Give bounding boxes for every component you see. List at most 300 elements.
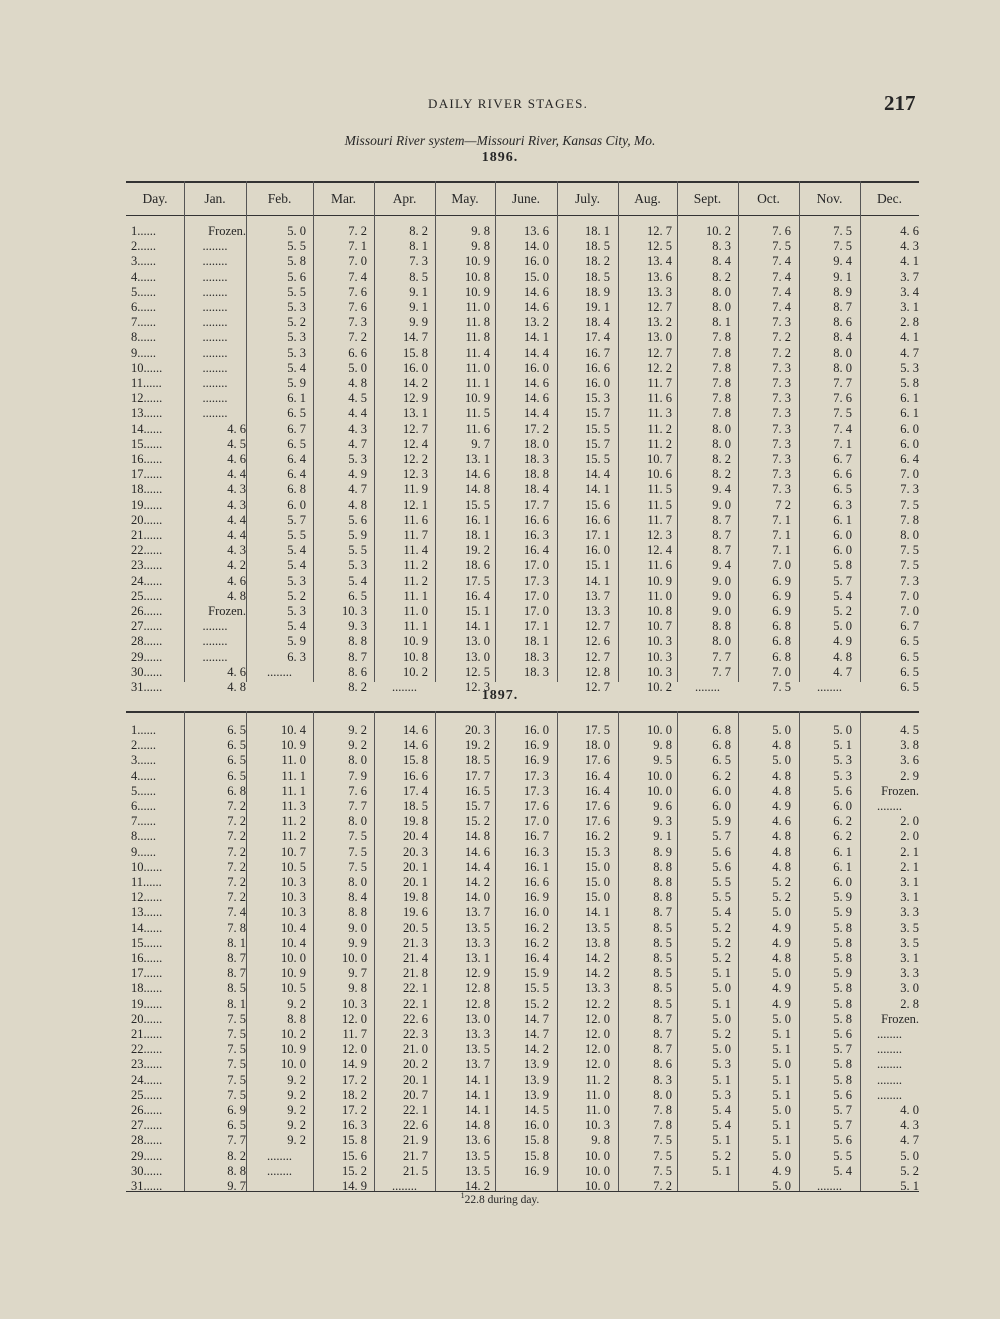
stage-cell: 5. 8	[833, 935, 852, 950]
stage-cell: 12. 0	[585, 1027, 610, 1041]
stage-cell: 7. 1	[348, 239, 367, 254]
stage-cell: 16. 6	[585, 512, 610, 527]
stage-cell: 15. 2	[342, 1163, 367, 1178]
stage-cell: 6. 2	[833, 814, 852, 829]
stage-cell: 8. 4	[833, 330, 852, 345]
stage-cell: 8. 0	[348, 814, 367, 829]
stage-cell: 10. 7	[647, 452, 672, 466]
table-row	[0, 1027, 1000, 1042]
stage-cell: 2. 8	[900, 996, 919, 1011]
stage-cell: 21. 7	[403, 1148, 428, 1163]
column-header: Jan.	[204, 191, 226, 206]
table-row	[0, 285, 1000, 300]
stage-cell: 8. 7	[653, 1027, 672, 1041]
stage-cell: 3. 4	[900, 284, 919, 299]
stage-cell: 12. 4	[647, 543, 672, 558]
stage-cell: 9. 2	[287, 996, 306, 1011]
stage-cell: 17. 3	[524, 573, 549, 588]
stage-cell: 16. 0	[585, 543, 610, 558]
day-cell: 24......	[131, 1072, 163, 1087]
table-row	[0, 951, 1000, 966]
column-divider	[799, 215, 800, 682]
stage-cell: 11. 5	[465, 406, 490, 421]
stage-cell: 16. 2	[524, 935, 549, 950]
stage-cell: 7. 8	[712, 360, 731, 375]
stage-cell: 18. 4	[524, 482, 549, 497]
stage-cell: 7. 3	[772, 467, 791, 482]
stage-cell: 16. 5	[465, 783, 490, 798]
stage-cell: 16. 4	[465, 588, 490, 603]
stage-cell: 7. 5	[772, 680, 791, 694]
stage-cell: 18. 5	[585, 269, 610, 284]
stage-cell: 12. 9	[403, 391, 428, 406]
stage-cell: ........	[202, 619, 228, 634]
stage-cell: 4. 3	[900, 239, 919, 254]
stage-cell: 10. 8	[647, 604, 672, 618]
stage-cell: 7. 5	[833, 239, 852, 254]
stage-cell: 4. 6	[227, 452, 246, 466]
stage-cell: 8. 7	[653, 1042, 672, 1057]
stage-cell: ........	[877, 799, 902, 813]
table-row	[0, 1164, 1000, 1179]
table-row	[0, 769, 1000, 784]
stage-cell: 2. 8	[900, 315, 919, 330]
stage-cell: 10. 9	[465, 254, 490, 269]
stage-cell: 5. 2	[712, 1027, 731, 1041]
stage-cell: 5. 2	[712, 1148, 731, 1163]
stage-cell: 11. 2	[585, 1072, 610, 1087]
stage-cell: 16. 6	[524, 875, 549, 889]
stage-cell: ........	[392, 680, 417, 694]
stage-cell: 18. 8	[524, 467, 549, 482]
table-row	[0, 665, 1000, 680]
stage-cell: 9. 5	[653, 753, 672, 768]
day-cell: 9......	[131, 345, 156, 360]
table-row	[0, 845, 1000, 860]
stage-cell: 5. 7	[833, 1118, 852, 1133]
stage-cell: 11. 0	[465, 360, 490, 375]
stage-cell: 11. 1	[281, 768, 306, 783]
stage-cell: 9. 3	[348, 619, 367, 634]
stage-cell: 14. 1	[465, 1087, 490, 1102]
stage-cell: 6. 8	[227, 783, 246, 798]
stage-cell: 9. 2	[287, 1133, 306, 1148]
stage-cell: 16. 3	[524, 528, 549, 542]
stage-cell: 15. 8	[524, 1133, 549, 1148]
stage-cell: 12. 0	[585, 1057, 610, 1072]
stage-cell: 5. 2	[287, 588, 306, 603]
stage-cell: 5. 5	[833, 1148, 852, 1163]
stage-cell: 14. 7	[524, 1027, 549, 1041]
stage-cell: 21. 8	[403, 966, 428, 981]
stage-cell: 7. 5	[227, 1027, 246, 1041]
stage-cell: 7. 5	[227, 1072, 246, 1087]
stage-cell: 7. 8	[900, 512, 919, 527]
stage-cell: 11. 6	[465, 421, 490, 436]
stage-cell: 8. 3	[653, 1072, 672, 1087]
stage-cell: 10. 2	[281, 1027, 306, 1041]
stage-cell: 9. 9	[348, 935, 367, 950]
stage-cell: 11. 5	[647, 497, 672, 512]
stage-cell: 7. 5	[227, 1057, 246, 1072]
stage-cell: 16. 9	[524, 890, 549, 905]
stage-cell: 11. 8	[465, 315, 490, 330]
day-cell: 4......	[131, 768, 156, 783]
stage-cell: 10. 4	[281, 723, 306, 737]
column-divider	[618, 215, 619, 682]
stage-cell: 15. 1	[465, 604, 490, 618]
stage-cell: 18. 0	[524, 436, 549, 451]
stage-cell: 14. 2	[465, 875, 490, 889]
stage-cell: 22. 3	[403, 1027, 428, 1041]
stage-cell: 12. 2	[585, 996, 610, 1011]
stage-cell: 10. 3	[647, 634, 672, 649]
stage-cell: 8. 2	[712, 467, 731, 482]
stage-cell: 5. 2	[833, 604, 852, 618]
stage-cell: 7. 2	[227, 799, 246, 813]
day-cell: 2......	[131, 239, 156, 254]
column-header: Aug.	[634, 191, 661, 206]
stage-cell: 6. 0	[833, 528, 852, 542]
table-row	[0, 376, 1000, 391]
stage-cell: 15. 7	[585, 436, 610, 451]
stage-cell: 11. 2	[281, 814, 306, 829]
stage-cell: 7. 5	[227, 1087, 246, 1102]
stage-cell: 16. 0	[524, 360, 549, 375]
stage-cell: 6. 2	[712, 768, 731, 783]
day-cell: 17......	[131, 467, 163, 482]
stage-cell: 18. 1	[585, 224, 610, 238]
stage-cell: 4. 8	[772, 829, 791, 844]
footnote	[0, 1191, 1000, 1206]
stage-cell: 18. 3	[524, 452, 549, 466]
stage-cell: 11. 1	[403, 588, 428, 603]
stage-cell: 16. 0	[524, 905, 549, 920]
stage-cell: 5. 0	[900, 1148, 919, 1163]
stage-cell: 10. 9	[281, 738, 306, 753]
day-cell: 4......	[131, 269, 156, 284]
stage-cell: 17. 1	[585, 528, 610, 542]
stage-cell: 5. 1	[833, 738, 852, 753]
stage-cell: 6. 5	[287, 436, 306, 451]
column-header: Day.	[142, 191, 168, 206]
stage-cell: 7. 5	[227, 1042, 246, 1057]
stage-cell: 13. 9	[524, 1087, 549, 1102]
stage-cell: 10. 3	[342, 604, 367, 618]
stage-cell: 5. 1	[712, 966, 731, 981]
stage-cell: 5. 9	[833, 966, 852, 981]
stage-cell: 9. 9	[409, 315, 428, 330]
stage-cell: 8. 0	[712, 284, 731, 299]
stage-cell: 5. 9	[833, 890, 852, 905]
stage-cell: 13. 1	[465, 951, 490, 965]
day-cell: 10......	[131, 859, 163, 874]
stage-cell: 7. 0	[900, 467, 919, 482]
stage-cell: 15. 5	[465, 497, 490, 512]
stage-cell: 16. 1	[524, 859, 549, 874]
stage-cell: 12. 0	[342, 1011, 367, 1026]
stage-cell: 8. 5	[653, 920, 672, 935]
day-cell: 20......	[131, 1011, 163, 1026]
stage-cell: 6. 5	[227, 738, 246, 753]
stage-cell: 7. 4	[227, 905, 246, 920]
stage-cell: 10. 4	[281, 920, 306, 935]
stage-cell: 5. 1	[712, 1163, 731, 1178]
table-row	[0, 1088, 1000, 1103]
column-divider	[799, 181, 800, 215]
stage-cell: 7. 6	[772, 224, 791, 238]
stage-cell: 5. 3	[712, 1057, 731, 1072]
stage-cell: 6. 9	[772, 588, 791, 603]
stage-cell: 8. 8	[653, 890, 672, 905]
table-rule	[126, 215, 919, 216]
stage-cell: 22. 6	[403, 1118, 428, 1133]
stage-cell: 5. 1	[772, 1087, 791, 1102]
stage-cell: 5. 5	[348, 543, 367, 558]
stage-cell: 10. 9	[647, 573, 672, 588]
stage-cell: 16. 2	[524, 920, 549, 935]
stage-cell: 6. 8	[287, 482, 306, 497]
stage-cell: 6. 4	[287, 452, 306, 466]
stage-cell: 7. 1	[772, 512, 791, 527]
stage-cell: 12. 0	[585, 1011, 610, 1026]
stage-cell: 4. 9	[348, 467, 367, 482]
stage-cell: 4. 1	[900, 254, 919, 269]
table-row	[0, 574, 1000, 589]
stage-cell: 7. 3	[772, 482, 791, 497]
stage-cell: 14. 4	[524, 406, 549, 421]
stage-cell: 7. 1	[772, 543, 791, 558]
stage-cell: 6. 4	[287, 467, 306, 482]
stage-cell: 11. 1	[465, 376, 490, 390]
stage-cell: 3. 0	[900, 981, 919, 996]
stage-cell: 8. 2	[712, 452, 731, 466]
stage-cell: 7. 6	[348, 300, 367, 314]
stage-cell: 14. 4	[524, 345, 549, 360]
stage-cell: 5. 6	[833, 783, 852, 798]
stage-cell: 17. 2	[342, 1103, 367, 1117]
stage-cell: 3. 1	[900, 875, 919, 889]
stage-cell: 17. 3	[524, 783, 549, 798]
column-header: July.	[574, 191, 600, 206]
stage-cell: 14. 1	[524, 330, 549, 345]
stage-cell: 20. 2	[403, 1057, 428, 1072]
stage-cell: 14. 6	[465, 467, 490, 482]
stage-cell: 5. 5	[712, 875, 731, 889]
stage-cell: 8. 9	[653, 844, 672, 859]
stage-cell: 5. 7	[287, 512, 306, 527]
stage-cell: 4. 6	[227, 421, 246, 436]
stage-cell: 10. 0	[585, 1179, 610, 1193]
stage-cell: 6. 9	[772, 573, 791, 588]
stage-cell: 5. 6	[287, 269, 306, 284]
stage-cell: 4. 3	[348, 421, 367, 436]
stage-cell: 8. 7	[348, 649, 367, 664]
stage-cell: 13. 6	[524, 224, 549, 238]
stage-cell: 15. 7	[585, 406, 610, 421]
stage-cell: 5. 3	[833, 753, 852, 768]
stage-cell: 11. 0	[281, 753, 306, 768]
stage-cell: 11. 3	[647, 406, 672, 421]
stage-cell: 5. 2	[712, 920, 731, 935]
stage-cell: 12. 7	[585, 619, 610, 634]
stage-cell: 9. 3	[653, 814, 672, 829]
stage-cell: 6. 1	[833, 844, 852, 859]
stage-cell: 4. 8	[772, 738, 791, 753]
table-row	[0, 422, 1000, 437]
stage-cell: 5. 6	[348, 512, 367, 527]
stage-cell: 7. 8	[227, 920, 246, 935]
stage-cell: 8. 5	[653, 996, 672, 1011]
stage-cell: 8. 7	[712, 543, 731, 558]
table-row	[0, 498, 1000, 513]
stage-cell: 14. 1	[585, 573, 610, 588]
stage-cell: 6. 7	[833, 452, 852, 466]
stage-cell: 5. 4	[712, 1103, 731, 1117]
day-cell: 30......	[131, 664, 163, 679]
stage-cell: 6. 0	[900, 421, 919, 436]
column-divider	[557, 181, 558, 215]
column-divider	[860, 181, 861, 215]
stage-cell: 6. 0	[833, 543, 852, 558]
table-row	[0, 239, 1000, 254]
column-divider	[184, 711, 185, 1191]
table-row	[0, 406, 1000, 421]
stage-cell: 9. 8	[591, 1133, 610, 1148]
stage-cell: 11. 6	[647, 558, 672, 573]
stage-cell: 6. 5	[227, 1118, 246, 1133]
stage-cell: 5. 0	[772, 966, 791, 981]
stage-cell: 5. 4	[712, 1118, 731, 1133]
stage-cell: 4. 8	[227, 588, 246, 603]
stage-cell: 6. 0	[287, 497, 306, 512]
stage-cell: 18. 9	[585, 284, 610, 299]
column-divider	[246, 181, 247, 215]
stage-cell: 7. 3	[772, 360, 791, 375]
stage-cell: 4. 7	[833, 664, 852, 679]
stage-cell: 12. 7	[403, 421, 428, 436]
stage-cell: 14. 9	[342, 1057, 367, 1072]
stage-cell: 7. 3	[900, 573, 919, 588]
stage-cell: 6. 5	[900, 680, 919, 694]
stage-cell: ........	[392, 1179, 417, 1193]
stage-cell: 9. 8	[471, 239, 490, 254]
stage-cell: ........	[202, 376, 228, 390]
stage-cell: 4. 3	[900, 1118, 919, 1133]
stage-cell: 7. 2	[772, 330, 791, 345]
stage-cell: 12. 2	[403, 452, 428, 466]
stage-cell: 16. 9	[524, 1163, 549, 1178]
stage-cell: 2. 0	[900, 814, 919, 829]
stage-cell: 8. 2	[348, 680, 367, 694]
stage-cell: 12. 4	[403, 436, 428, 451]
column-divider	[374, 181, 375, 215]
stage-cell: 5. 2	[772, 890, 791, 905]
stage-cell: 9. 0	[348, 920, 367, 935]
stage-cell: 11. 6	[403, 512, 428, 527]
stage-cell: 5. 4	[833, 588, 852, 603]
stage-cell: 14. 5	[524, 1103, 549, 1117]
stage-cell: 11. 2	[647, 421, 672, 436]
column-divider	[618, 711, 619, 1191]
stage-cell: 22. 1	[403, 1103, 428, 1117]
table-row	[0, 981, 1000, 996]
stage-cell: 10. 2	[403, 664, 428, 679]
stage-cell: 5. 0	[772, 1179, 791, 1193]
stage-cell: 4. 9	[772, 935, 791, 950]
stage-cell: 10. 7	[281, 844, 306, 859]
stage-cell: 15. 6	[342, 1148, 367, 1163]
stage-cell: 12. 8	[465, 996, 490, 1011]
stage-cell: 16. 3	[342, 1118, 367, 1133]
stage-cell: 7. 5	[348, 859, 367, 874]
stage-cell: 7. 2	[227, 875, 246, 889]
stage-cell: 8. 5	[409, 269, 428, 284]
stage-cell: 5. 7	[712, 829, 731, 844]
stage-cell: 18. 4	[585, 315, 610, 330]
table-row	[0, 1103, 1000, 1118]
table-row	[0, 361, 1000, 376]
stage-cell: 16. 6	[524, 512, 549, 527]
table-row	[0, 315, 1000, 330]
stage-cell: 4. 9	[772, 996, 791, 1011]
day-cell: 6......	[131, 799, 156, 813]
stage-cell: 19. 6	[403, 905, 428, 920]
stage-cell: 13. 5	[465, 1148, 490, 1163]
stage-cell: 15. 3	[585, 844, 610, 859]
stage-cell: 21. 4	[403, 951, 428, 965]
day-cell: 23......	[131, 1057, 163, 1072]
stage-cell: 4. 0	[900, 1103, 919, 1117]
stage-cell: 14. 7	[403, 330, 428, 345]
stage-cell: 5. 8	[287, 254, 306, 269]
stage-cell: 11. 8	[465, 330, 490, 345]
column-header: Feb.	[267, 191, 292, 206]
column-divider	[677, 181, 678, 215]
day-cell: 9......	[131, 844, 156, 859]
column-divider	[435, 711, 436, 1191]
stage-cell: 5. 9	[833, 905, 852, 920]
stage-cell: 18. 3	[524, 664, 549, 679]
table-row	[0, 604, 1000, 619]
day-cell: 10......	[131, 360, 163, 375]
stage-cell: 8. 7	[653, 1011, 672, 1026]
stage-cell: 12. 0	[585, 1042, 610, 1057]
stage-cell: 17. 5	[585, 723, 610, 737]
stage-cell: 16. 7	[524, 829, 549, 844]
stage-cell: 17. 2	[342, 1072, 367, 1087]
day-cell: 16......	[131, 452, 163, 466]
stage-cell: 16. 6	[585, 360, 610, 375]
stage-cell: 16. 6	[403, 768, 428, 783]
stage-cell: 11. 3	[281, 799, 306, 813]
table-row	[0, 753, 1000, 768]
stage-cell: 7. 7	[348, 799, 367, 813]
stage-cell: ........	[877, 1072, 902, 1087]
stage-cell: 8. 5	[653, 951, 672, 965]
stage-cell: 4. 8	[772, 951, 791, 965]
stage-cell: 5. 0	[712, 981, 731, 996]
stage-cell: 7. 2	[227, 859, 246, 874]
stage-cell: 11. 4	[403, 543, 428, 558]
table-row	[0, 650, 1000, 665]
stage-cell: 12. 8	[465, 981, 490, 996]
stage-cell: 20. 3	[403, 844, 428, 859]
stage-cell: 5. 8	[833, 558, 852, 573]
day-cell: 15......	[131, 436, 163, 451]
stage-cell: 8. 6	[653, 1057, 672, 1072]
stage-cell: 6. 5	[900, 649, 919, 664]
